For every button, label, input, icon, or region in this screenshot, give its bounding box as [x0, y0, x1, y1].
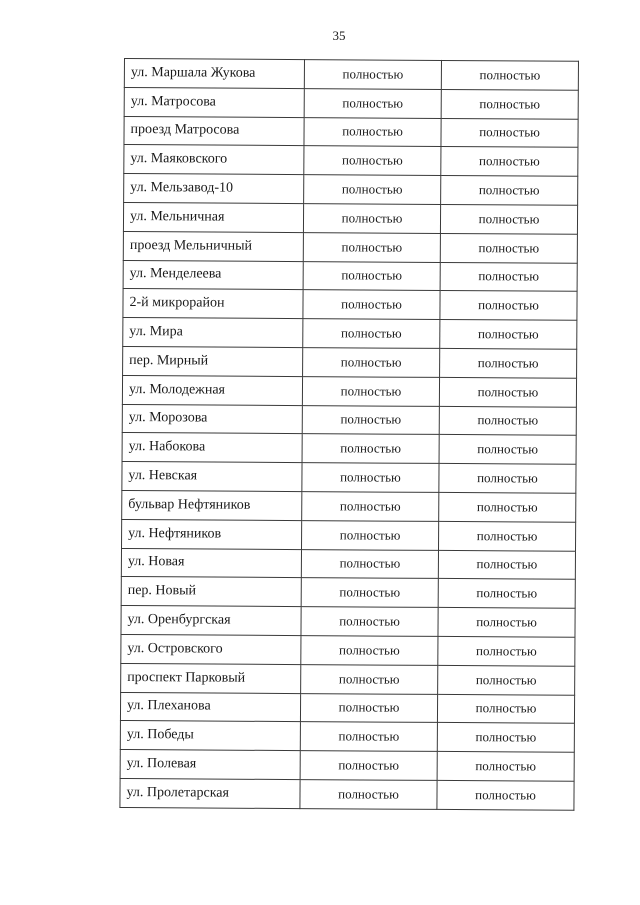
- coverage-cell-b: полностью: [441, 60, 578, 90]
- table-row: [122, 404, 576, 436]
- coverage-cell-a: полностью: [301, 578, 438, 608]
- street-name-cell: 2-й микрорайон: [123, 289, 303, 319]
- coverage-cell-b: полностью: [440, 348, 577, 378]
- table-row: [120, 750, 574, 782]
- table-row: [122, 462, 576, 494]
- coverage-cell-a: полностью: [303, 204, 440, 234]
- table-row: [124, 174, 578, 206]
- coverage-cell-b: полностью: [441, 147, 578, 177]
- table-row: [121, 548, 575, 580]
- street-name-cell: проспект Парковый: [121, 663, 301, 693]
- table-row: [123, 318, 577, 350]
- street-name-cell: ул. Маяковского: [124, 145, 304, 175]
- coverage-cell-b: полностью: [437, 694, 574, 724]
- street-name-cell: пер. Новый: [121, 577, 301, 607]
- coverage-cell-a: полностью: [303, 290, 440, 320]
- coverage-cell-b: полностью: [441, 89, 578, 119]
- street-name-cell: ул. Мира: [123, 318, 303, 348]
- table-row: [122, 433, 576, 465]
- coverage-cell-b: полностью: [440, 291, 577, 321]
- coverage-cell-a: полностью: [301, 636, 438, 666]
- table-row: [124, 87, 578, 119]
- coverage-cell-b: полностью: [437, 780, 574, 810]
- table-row: [124, 145, 578, 177]
- coverage-cell-b: полностью: [439, 377, 576, 407]
- table-row: [121, 606, 575, 638]
- coverage-cell-a: полностью: [304, 175, 441, 205]
- street-name-cell: ул. Матросова: [124, 87, 304, 117]
- street-name-cell: ул. Оренбургская: [121, 606, 301, 636]
- coverage-cell-b: полностью: [439, 435, 576, 465]
- table-row: [122, 375, 576, 407]
- street-name-cell: ул. Невская: [122, 462, 302, 492]
- coverage-cell-a: полностью: [301, 607, 438, 637]
- coverage-cell-a: полностью: [304, 60, 441, 90]
- coverage-cell-a: полностью: [304, 88, 441, 118]
- table-row: [124, 116, 578, 148]
- coverage-cell-b: полностью: [438, 665, 575, 695]
- street-name-cell: ул. Победы: [120, 721, 300, 751]
- table-row: [120, 692, 574, 724]
- coverage-cell-b: полностью: [438, 608, 575, 638]
- coverage-cell-a: полностью: [300, 780, 437, 810]
- table-row: [121, 663, 575, 695]
- coverage-cell-b: полностью: [440, 262, 577, 292]
- coverage-cell-a: полностью: [304, 117, 441, 147]
- table-row: [122, 519, 576, 551]
- table-row: [123, 231, 577, 263]
- coverage-cell-b: полностью: [439, 464, 576, 494]
- coverage-cell-b: полностью: [439, 492, 576, 522]
- coverage-cell-a: полностью: [302, 492, 439, 522]
- coverage-cell-a: полностью: [302, 376, 439, 406]
- coverage-cell-a: полностью: [302, 520, 439, 550]
- street-name-cell: ул. Маршала Жукова: [124, 59, 304, 89]
- coverage-cell-b: полностью: [437, 723, 574, 753]
- table-row: [121, 634, 575, 666]
- coverage-cell-a: полностью: [303, 348, 440, 378]
- street-name-cell: ул. Полевая: [120, 750, 300, 780]
- street-name-cell: ул. Морозова: [122, 404, 302, 434]
- table-row: [123, 260, 577, 292]
- coverage-cell-b: полностью: [438, 636, 575, 666]
- coverage-cell-a: полностью: [303, 261, 440, 291]
- coverage-cell-a: полностью: [302, 405, 439, 435]
- street-name-cell: ул. Плеханова: [120, 692, 300, 722]
- coverage-cell-b: полностью: [437, 752, 574, 782]
- street-table: [119, 58, 579, 810]
- table-row: [120, 778, 574, 810]
- street-table-body: [120, 59, 579, 810]
- coverage-cell-b: полностью: [440, 233, 577, 263]
- table-row: [120, 721, 574, 753]
- street-name-cell: ул. Островского: [121, 634, 301, 664]
- coverage-cell-a: полностью: [303, 232, 440, 262]
- coverage-cell-b: полностью: [439, 521, 576, 551]
- street-name-cell: ул. Набокова: [122, 433, 302, 463]
- street-name-cell: проезд Мельничный: [123, 231, 303, 261]
- street-name-cell: ул. Новая: [121, 548, 301, 578]
- coverage-cell-b: полностью: [438, 579, 575, 609]
- coverage-cell-b: полностью: [440, 204, 577, 234]
- street-name-cell: ул. Мельзавод-10: [124, 174, 304, 204]
- street-name-cell: проезд Матросова: [124, 116, 304, 146]
- coverage-cell-a: полностью: [301, 549, 438, 579]
- street-name-cell: ул. Молодежная: [122, 375, 302, 405]
- coverage-cell-b: полностью: [439, 406, 576, 436]
- coverage-cell-b: полностью: [441, 176, 578, 206]
- coverage-cell-a: полностью: [302, 463, 439, 493]
- coverage-cell-a: полностью: [301, 664, 438, 694]
- table-row: [123, 202, 577, 234]
- coverage-cell-b: полностью: [441, 118, 578, 148]
- street-name-cell: бульвар Нефтяников: [122, 490, 302, 520]
- street-name-cell: ул. Мельничная: [123, 202, 303, 232]
- coverage-cell-a: полностью: [302, 434, 439, 464]
- coverage-cell-a: полностью: [300, 693, 437, 723]
- table-row: [124, 59, 578, 91]
- coverage-cell-a: полностью: [303, 319, 440, 349]
- coverage-cell-a: полностью: [300, 722, 437, 752]
- table-row: [122, 490, 576, 522]
- coverage-cell-a: полностью: [304, 146, 441, 176]
- street-name-cell: ул. Нефтяников: [122, 519, 302, 549]
- coverage-cell-b: полностью: [440, 320, 577, 350]
- table-row: [123, 289, 577, 321]
- street-name-cell: ул. Менделеева: [123, 260, 303, 290]
- table-row: [121, 577, 575, 609]
- page-number: 35: [332, 28, 346, 43]
- street-name-cell: пер. Мирный: [123, 346, 303, 376]
- coverage-cell-a: полностью: [300, 751, 437, 781]
- street-name-cell: ул. Пролетарская: [120, 778, 300, 808]
- coverage-cell-b: полностью: [438, 550, 575, 580]
- table-row: [123, 346, 577, 378]
